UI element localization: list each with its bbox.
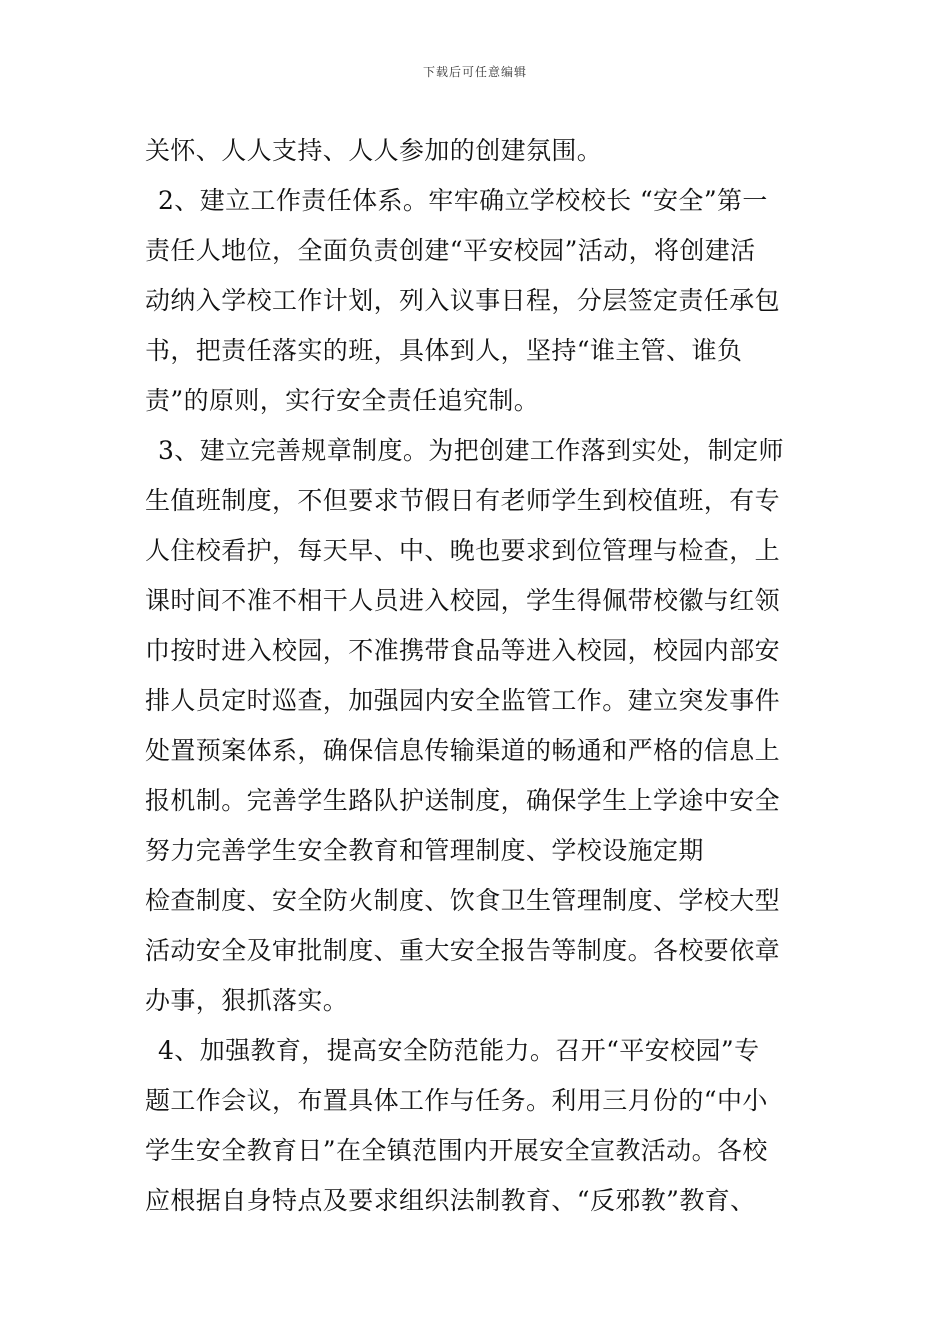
text-line: 4、加强教育，提高安全防范能力。召开“平安校园”专 [158, 1036, 760, 1065]
text-line: 2、建立工作责任体系。牢牢确立学校校长 “安全”第一 [158, 186, 768, 215]
text-line: 活动安全及审批制度、重大安全报告等制度。各校要依章 [145, 936, 781, 965]
text-line: 检查制度、安全防火制度、饮食卫生管理制度、学校大型 [145, 886, 781, 915]
text-line: 关怀、人人支持、人人参加的创建氛围。 [145, 136, 603, 165]
text-line: 排人员定时巡查，加强园内安全监管工作。建立突发事件 [145, 686, 781, 715]
text-line: 报机制。完善学生路队护送制度，确保学生上学途中安全 [145, 786, 781, 815]
text-line: 办事，狠抓落实。 [145, 986, 349, 1015]
text-line: 处置预案体系，确保信息传输渠道的畅通和严格的信息上 [145, 736, 781, 765]
text-line: 巾按时进入校园，不准携带食品等进入校园，校园内部安 [145, 636, 781, 665]
text-line: 书，把责任落实的班，具体到人，坚持“谁主管、谁负 [145, 336, 743, 365]
text-line: 努力完善学生安全教育和管理制度、学校设施定期 [145, 836, 704, 865]
text-line: 学生安全教育日”在全镇范围内开展安全宣教活动。各校 [145, 1136, 768, 1165]
page-header: 下载后可任意编辑 [422, 65, 527, 79]
text-line: 课时间不准不相干人员进入校园，学生得佩带校徽与红领 [145, 586, 781, 615]
text-line: 题工作会议，布置具体工作与任务。利用三月份的“中小 [145, 1086, 768, 1115]
text-line: 应根据自身特点及要求组织法制教育、“反邪教”教育、 [145, 1186, 756, 1215]
text-line: 人住校看护，每天早、中、晚也要求到位管理与检查，上 [145, 536, 781, 565]
text-line: 责”的原则，实行安全责任追究制。 [145, 386, 540, 415]
document-body [145, 126, 810, 1226]
text-line: 责任人地位，全面负责创建“平安校园”活动，将创建活 [145, 236, 756, 265]
text-line: 生值班制度，不但要求节假日有老师学生到校值班，有专 [145, 486, 781, 515]
text-line: 3、建立完善规章制度。为把创建工作落到实处，制定师 [158, 436, 784, 465]
text-line: 动纳入学校工作计划，列入议事日程，分层签定责任承包 [145, 286, 781, 315]
